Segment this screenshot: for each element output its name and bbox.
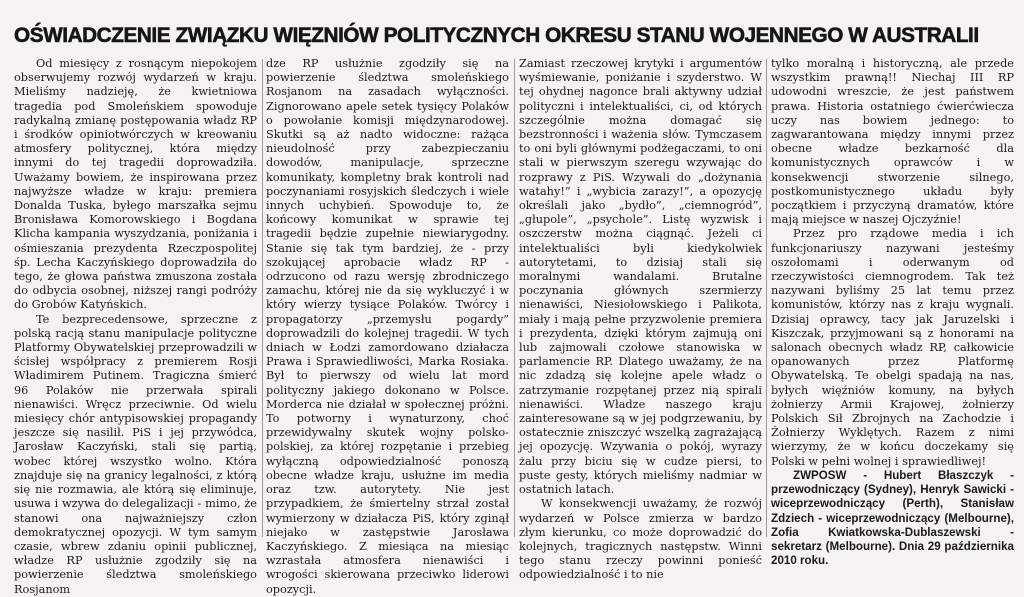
column-divider xyxy=(766,59,767,537)
column-divider xyxy=(514,59,515,537)
article-body xyxy=(14,57,1014,596)
paragraph: Przez pro rządowe media i ich funkcjonariuszy nazywani jesteśmy oszołomami i oderwanym od rzeczywistości ciemnogrodem. Tak też nazywani byliśmy 25 lat temu przez komunistów, którzy nas z kraju wygnali. Dzisiaj oprawcy, tacy jak Jaruzelski i Kiszczak, przyjmowani są z honorami na salonach obecnych władz RP, całkowicie opanowanych przez Platformę Obywatelską. Te obelgi spadają na nas, byłych więźniów komuny, na byłych żołnierzy Armii Krajowej, żołnierzy Polskich Sił Zbrojnych na Zachodzie i Żołnierzy Wyklętych. Razem z nimi wierzymy, że w końcu doczekamy się Polski w pełni wolnej i sprawiedliwej! xyxy=(771,227,1014,468)
signature-block: ZWPOSW - Hubert Błaszczyk - przewodniczący (Sydney), Henryk Sawicki - wiceprzewodniczący (Perth), Stanisław Zdziech - wiceprzewodniczący (Melbourne), Zofia Kwiatkowska-Dublaszewski - sekretarz (Melbourne). Dnia 29 października 2010 roku. xyxy=(771,468,1014,568)
column-2 xyxy=(266,57,509,596)
paragraph: dze RP usłużnie zgodziły się na powierzenie śledztwa smoleńskiego Rosjanom na zasadach wyłączności. Zignorowano apele setek tysięcy Polaków o powołanie komisji międzynarodowej. Skutki są aż nadto widoczne: rażąca nieudolność przy zabezpieczaniu dowodów, manipulacje, sprzeczne komunikaty, kompletny brak kontroli nad poczynaniami rosyjskich śledczych i wiele innych uchybień. Spowoduje to, że końcowy komunikat w sprawie tej tragedii będzie zupełnie niewiarygodny. Stanie się tak tym bardziej, że - przy szokującej aprobacie władz RP - odrzucono od razu wersję zbrodniczego zamachu, której nie da się wykluczyć i w który wierzy tysiące Polaków. Twórcy i propagatorzy „przemysłu pogardy” doprowadzili do kolejnej tragedii. W tych dniach w Łodzi zamordowano działacza Prawa i Sprawiedliwości, Marka Rosiaka. Był to pierwszy od wielu lat mord polityczny jakiego dokonano w Polsce. Morderca nie działał w społecznej próżni. To potworny i wynaturzony, choć przewidywalny skutek wojny polsko-polskiej, za której rozpętanie i przebieg wyłączną odpowiedzialność ponoszą obecne władze kraju, usłużne im media oraz tzw. autorytety. Nie jest przypadkiem, że śmiertelny strzał został wymierzony w działacza PiS, który zginął niejako w zastępstwie Jarosława Kaczyńskiego. Z miesiąca na miesiąc wzrastała atmosfera nienawiści i wrogości skierowana przeciwko liderowi opozycji. xyxy=(266,57,509,596)
column-1 xyxy=(14,57,257,596)
column-4 xyxy=(771,57,1014,568)
column-divider xyxy=(262,59,263,537)
paragraph: Od miesięcy z rosnącym niepokojem obserwujemy rozwój wydarzeń w kraju. Mieliśmy nadzieję, że kwietniowa tragedia pod Smoleńskiem spowoduje radykalną zmianę postępowania władz RP i środków opiniotwórczych w kreowaniu atmosfery politycznej, która między innymi do tej tragedii doprowadziła. Uważamy bowiem, że inspirowana przez najwyższe władze w kraju: premiera Donalda Tuska, byłego marszałka sejmu Bronisława Komorowskiego i Bogdana Klicha kampania wyszydzania, poniżania i ośmieszania prezydenta Rzeczpospolitej śp. Lecha Kaczyńskiego doprowadziła do tego, że głowa państwa zmuszona została do odbycia osobnej, niższej rangi podróży do Grobów Katyńskich. xyxy=(14,57,257,312)
paragraph: tylko moralną i historyczną, ale przede wszystkim prawną!! Niechaj III RP udowodni wreszcie, że jest państwem prawa. Historia ostatniego ćwierćwiecza uczy nas bowiem jednego: to zagwarantowana między innymi przez obecne władze bezkarność dla komunistycznych oprawców i w konsekwencji stworzenie silnego, postkomunistycznego układu były początkiem i przyczyną dramatów, które mają miejsce w naszej Ojczyźnie! xyxy=(771,57,1014,227)
paragraph: Te bezprecedensowe, sprzeczne z polską racją stanu manipulacje polityczne Platformy Obywatelskiej przeprowadzili w ścisłej współpracy z premierem Rosji Władimirem Putinem. Tragiczna śmierć 96 Polaków nie przerwała spirali nienawiści. Wręcz przeciwnie. Od wielu miesięcy chór antypisowskiej propagandy jeszcze się nasilił. PiS i jej przywódca, Jarosław Kaczyński, stali się partią, wobec której wszystko wolno. Która znajduje się na granicy legalności, z którą się nie rozmawia, ale którą się eliminuje, usuwa i wzywa do delegalizacji - mimo, że stanowi ona najważniejszy człon demokratycznej opozycji. W tym samym czasie, wbrew zdaniu opinii publicznej, władze RP usłużnie zgodziły się na powierzenie śledztwa smoleńskiego Rosjanom xyxy=(14,312,257,596)
column-3 xyxy=(519,57,762,582)
article-headline: OŚWIADCZENIE ZWIĄZKU WIĘZNIÓW POLITYCZNYCH OKRESU STANU WOJENNEGO W AUSTRALII xyxy=(14,23,979,47)
paragraph: Zamiast rzeczowej krytyki i argumentów wyśmiewanie, poniżanie i szyderstwo. W tej ohydnej nagonce brali aktywny udział polityczni i intelektualiści, ci, od których szczególnie można domagać się bezstronności i ważenia słów. Tymczasem to oni byli głównymi podżegaczami, to oni stali w pierwszym szeregu wzywając do rozprawy z PiS. Wzywali do „dożynania watahy!” i „wybicia zarazy!”, a opozycję określali jako „bydło”, „ciemnogród”, „głupole”, „psychole”. Listę wyzwisk i oszczerstw można ciągnąć. Jeżeli ci intelektualiści byli kiedykolwiek autorytetami, to dzisiaj stali się moralnymi wandalami. Brutalne poczynania głównych szermierzy nienawiści, Niesiołowskiego i Palikota, miały i mają pełne przyzwolenie premiera i prezydenta, dzięki którym zajmują oni lub zajmowali czołowe stanowiska w parlamencie RP. Dlatego uważamy, że na nic zdadzą się kolejne apele władz o zatrzymanie rozpętanej przez nią spirali nienawiści. Władze naszego kraju zainteresowane są w jej podgrzewaniu, by ostatecznie zniszczyć wszelką zagrażającą jej opozycję. Wzywania o pokój, wyrazy żalu przy biciu się w cudze piersi, to puste gesty, których mieliśmy nadmiar w ostatnich latach. xyxy=(519,57,762,497)
paragraph: W konsekwencji uważamy, że rozwój wydarzeń w Polsce zmierza w bardzo złym kierunku, co może doprowadzić do kolejnych, tragicznych następstw. Winni tego stanu rzeczy powinni ponieść odpowiedzialność i to nie xyxy=(519,497,762,582)
